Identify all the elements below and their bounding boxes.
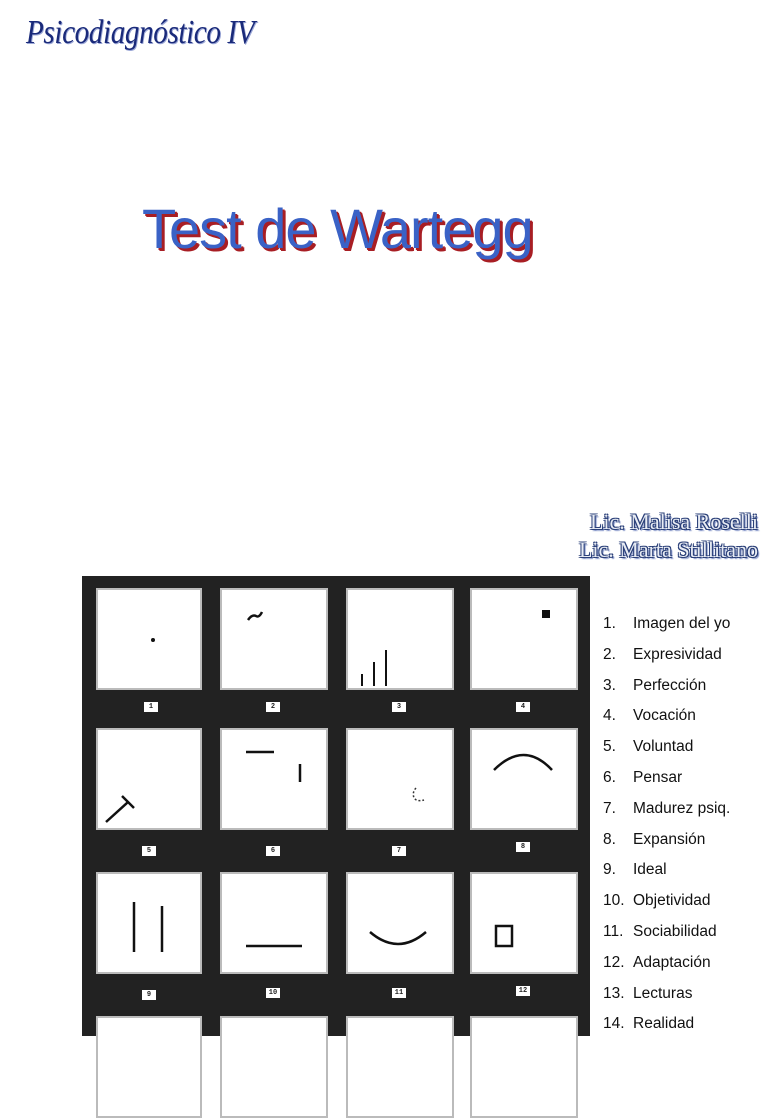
- item-number: 9.: [603, 861, 616, 879]
- item-label: Voluntad: [633, 738, 694, 756]
- author-1: Lic. Malisa Roselli: [589, 509, 758, 534]
- list-item: [603, 797, 730, 828]
- stimulus-dotted-curve: [348, 730, 452, 828]
- cell-number: 4: [516, 702, 530, 712]
- item-number: 12.: [603, 953, 625, 971]
- item-number: 6.: [603, 768, 616, 786]
- cell-number: 3: [392, 702, 406, 712]
- item-number: 14.: [603, 1015, 625, 1033]
- item-number: 8.: [603, 830, 616, 848]
- course-title: Psicodiagnóstico IV: [26, 14, 255, 51]
- item-label: Sociabilidad: [633, 922, 717, 940]
- item-label: Realidad: [633, 1015, 695, 1033]
- item-number: 13.: [603, 984, 625, 1002]
- item-number: 10.: [603, 892, 625, 910]
- list-item: [603, 674, 730, 705]
- authors: [579, 508, 758, 564]
- stimulus-square: [472, 590, 576, 688]
- stimulus-parallel-lines: [98, 874, 200, 972]
- cell-10: [220, 872, 328, 974]
- cell-number: 7: [392, 846, 406, 856]
- stimulus-arc: [472, 730, 576, 828]
- list-item: [603, 704, 730, 735]
- cell-15: [346, 1016, 454, 1118]
- stimulus-diagonal-lines: [98, 730, 200, 828]
- cell-number: 6: [266, 846, 280, 856]
- list-item: [603, 889, 730, 920]
- cell-4: [470, 588, 578, 690]
- cell-16: [470, 1016, 578, 1118]
- item-label: Adaptación: [633, 953, 711, 971]
- cell-12: [470, 872, 578, 974]
- item-number: 4.: [603, 707, 616, 725]
- cell-5: [96, 728, 202, 830]
- list-item: [603, 735, 730, 766]
- cell-8: [470, 728, 578, 830]
- stimulus-horizontal-line: [222, 874, 326, 972]
- cell-13: [96, 1016, 202, 1118]
- item-label: Expresividad: [633, 645, 722, 663]
- stimulus-perpendicular-lines: [222, 730, 326, 828]
- cell-number: 8: [516, 842, 530, 852]
- list-item: [603, 828, 730, 859]
- item-number: 11.: [603, 922, 624, 940]
- cell-number: 5: [142, 846, 156, 856]
- cell-number: 1: [144, 702, 158, 712]
- wartegg-form: [82, 576, 590, 1036]
- cell-1: [96, 588, 202, 690]
- cell-number: 9: [142, 990, 156, 1000]
- list-item: [603, 766, 730, 797]
- stimulus-dot: [98, 590, 200, 688]
- list-item: [603, 982, 730, 1013]
- areas-list: [603, 612, 730, 1043]
- item-label: Pensar: [633, 768, 683, 786]
- item-number: 3.: [603, 676, 616, 694]
- main-title: Test de Wartegg: [142, 197, 533, 260]
- cell-number: 10: [266, 988, 280, 998]
- stimulus-wave: [222, 590, 326, 688]
- item-number: 7.: [603, 799, 616, 817]
- cell-14: [220, 1016, 328, 1118]
- author-2: Lic. Marta Stillitano: [578, 537, 758, 562]
- cell-number: 12: [516, 986, 530, 996]
- item-label: Imagen del yo: [633, 615, 731, 632]
- list-item: [603, 858, 730, 889]
- cell-3: [346, 588, 454, 690]
- cell-9: [96, 872, 202, 974]
- list-item: [603, 951, 730, 982]
- list-item: [603, 612, 730, 643]
- item-number: 5.: [603, 738, 616, 756]
- cell-number: 11: [392, 988, 406, 998]
- stimulus-bowl-curve: [348, 874, 452, 972]
- list-item: [603, 920, 730, 951]
- item-label: Perfección: [633, 676, 707, 694]
- item-label: Expansión: [633, 830, 706, 848]
- cell-2: [220, 588, 328, 690]
- item-label: Lecturas: [633, 984, 693, 1002]
- cell-7: [346, 728, 454, 830]
- item-label: Ideal: [633, 861, 667, 879]
- stimulus-open-rectangle: [472, 874, 576, 972]
- item-number: 2.: [603, 645, 616, 663]
- item-label: Madurez psiq.: [633, 799, 731, 817]
- cell-6: [220, 728, 328, 830]
- item-label: Vocación: [633, 707, 696, 725]
- cell-11: [346, 872, 454, 974]
- list-item: [603, 643, 730, 674]
- stimulus-rising-lines: [348, 590, 452, 688]
- list-item: [603, 1012, 730, 1043]
- item-label: Objetividad: [633, 892, 711, 910]
- cell-number: 2: [266, 702, 280, 712]
- item-number: 1.: [603, 615, 616, 632]
